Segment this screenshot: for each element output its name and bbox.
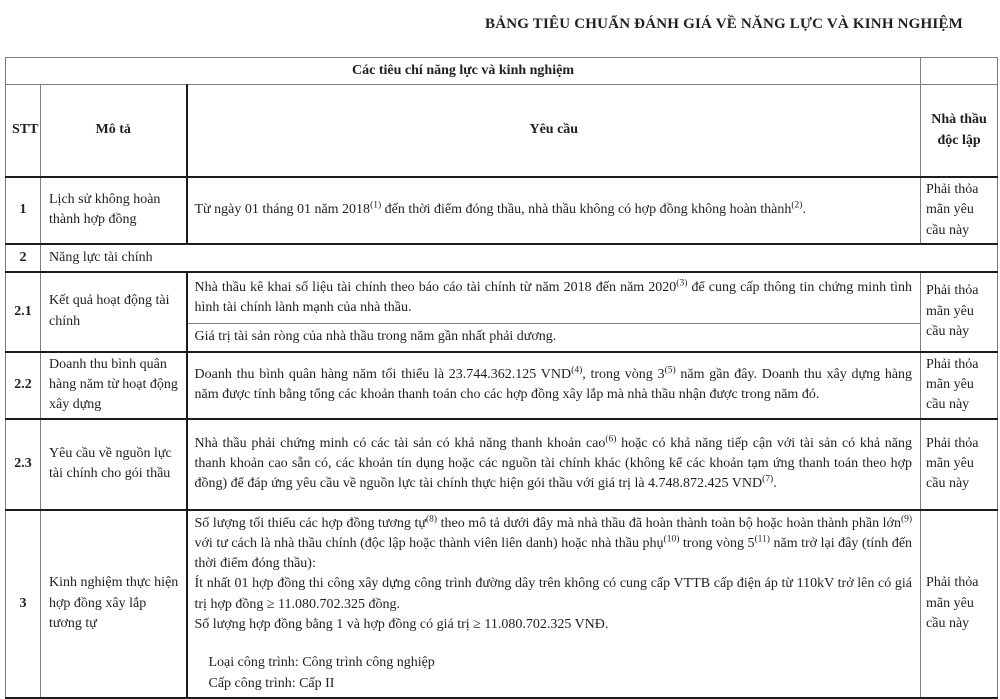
table-row-2-section [6,244,998,272]
cell-stt-2-1: 2.1 [6,272,41,352]
req-3-paragraph-2: Ít nhất 01 hợp đồng thi công xây dựng công trình đường dây trên không có cung cấp VTTB cấp điện áp từ 110kV trở lên có giá trị hợp đồng ≥ 11.080.702.325 đồng. [194,576,913,612]
cell-req-3 [187,510,921,698]
column-header-yeucau: Yêu cầu [187,85,921,178]
cell-req-2-2: Doanh thu bình quân hàng năm tối thiểu là 23.744.362.125 VND$^{(4)}$, trong vòng 3$^{(5)}$ năm gần đây. Doanh thu xây dựng hàng năm được tính bằng tổng các khoản thanh toán cho các hợp đồng xây lắp mà nhà thầu nhận được trong năm đó. [187,352,921,419]
group-header-spacer-cell [921,58,998,85]
cell-desc-2-3: Yêu cầu về nguồn lực tài chính cho gói thầu [41,419,187,510]
cell-desc-2-1: Kết quả hoạt động tài chính [41,272,187,352]
req-3-paragraph-3: Số lượng hợp đồng bằng 1 và hợp đồng có giá trị ≥ 11.080.702.325 VNĐ. [194,617,609,633]
cell-section-title-2: Năng lực tài chính [41,244,998,272]
cell-stt-2-2: 2.2 [6,352,41,419]
cell-compliance-3: Phải thỏa mãn yêu cầu này [921,510,998,698]
req-3-paragraph-1: Số lượng tối thiểu các hợp đồng tương tự$^{(8)}$ theo mô tả dưới đây mà nhà thầu đã hoàn thành toàn bộ hoặc hoàn thành phần lớn$^{(9)}$ với tư cách là nhà thầu chính (độc lập hoặc thành viên liên danh) hoặc nhà thầu phụ$^{(10)}$ trong vòng 5$^{(11)}$ năm trở lại đây (tính đến thời điểm đóng thầu): [194,513,913,572]
column-header-doclap: Nhà thầu độc lập [921,85,998,178]
table-row-3 [6,510,998,698]
req-3-paragraph-4: Loại công trình: Công trình công nghiệp [208,655,435,671]
cell-req-2-1-a: Nhà thầu kê khai số liệu tài chính theo báo cáo tài chính từ năm 2018 đến năm 2020$^{(3)}$ để cung cấp thông tin chứng minh tình hình tài chính lành mạnh của nhà thầu. [187,272,921,324]
cell-stt-3: 3 [6,510,41,698]
cell-desc-1: Lịch sử không hoàn thành hợp đồng [41,177,187,244]
cell-stt-2-3: 2.3 [6,419,41,510]
table-row-2-3 [6,419,998,510]
cell-desc-2-2: Doanh thu bình quân hàng năm từ hoạt động xây dựng [41,352,187,419]
table-row-1 [6,177,998,244]
cell-compliance-2-3: Phải thỏa mãn yêu cầu này [921,419,998,510]
page-title: BẢNG TIÊU CHUẨN ĐÁNH GIÁ VỀ NĂNG LỰC VÀ KINH NGHIỆM [484,16,964,32]
column-header-mota: Mô tả [41,85,187,178]
table-row-2-1 [6,272,998,324]
cell-stt-1: 1 [6,177,41,244]
cell-compliance-2-1: Phải thỏa mãn yêu cầu này [921,272,998,352]
table-column-header-row [6,85,998,178]
table-row-2-2 [6,352,998,419]
cell-desc-3: Kinh nghiệm thực hiện hợp đồng xây lắp tương tự [41,510,187,698]
table-group-header-row [6,58,998,85]
group-header-cell: Các tiêu chí năng lực và kinh nghiệm [6,58,921,85]
cell-req-1: Từ ngày 01 tháng 01 năm 2018$^{(1)}$ đến thời điểm đóng thầu, nhà thầu không có hợp đồng không hoàn thành$^{(2)}$. [187,177,921,244]
cell-req-2-1-b: Giá trị tài sản ròng của nhà thầu trong năm gần nhất phải dương. [187,324,921,352]
cell-stt-2: 2 [6,244,41,272]
cell-compliance-2-2: Phải thỏa mãn yêu cầu này [921,352,998,419]
req-3-paragraph-5: Cấp công trình: Cấp II [208,675,335,691]
cell-req-2-3: Nhà thầu phải chứng minh có các tài sản có khả năng thanh khoản cao$^{(6)}$ hoặc có khả năng tiếp cận với tài sản có khả năng thanh khoản cao sẵn có, các khoản tín dụng hoặc các nguồn tài chính khác (không kể các khoản tạm ứng thanh toán theo hợp đồng) để đáp ứng yêu cầu về nguồn lực tài chính thực hiện gói thầu với giá trị là 4.748.872.425 VND$^{(7)}$. [187,419,921,510]
cell-compliance-1: Phải thỏa mãn yêu cầu này [921,177,998,244]
evaluation-criteria-table [5,57,998,699]
column-header-stt: STT [6,85,41,178]
